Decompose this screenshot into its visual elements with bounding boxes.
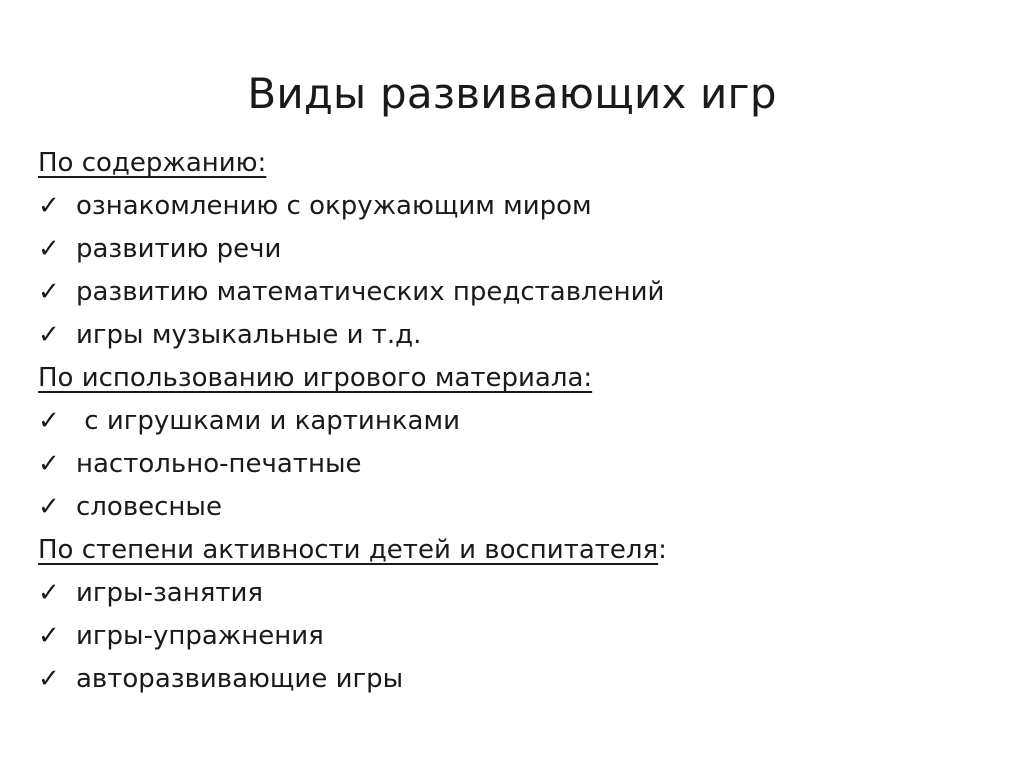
slide-title: Виды развивающих игр [247,69,777,118]
list-item-text: словесные [76,492,222,522]
list-item-text: авторазвивающие игры [76,664,404,694]
list-item [38,615,998,658]
list-item [38,486,998,529]
section-heading [38,357,998,400]
list-item [38,271,998,314]
list-item [38,443,998,486]
section-heading-text: По степени активности детей и воспитателя [38,535,659,565]
checkmark-icon: ✓ [38,621,60,651]
slide-content [38,142,998,701]
list-item [38,228,998,271]
list-item [38,572,998,615]
checkmark-icon: ✓ [38,191,60,221]
section-heading [38,142,998,185]
list-item [38,658,998,701]
checkmark-icon: ✓ [38,664,60,694]
section-heading-text: По использованию игрового материала: [38,363,593,393]
list-item-text: игры-занятия [76,578,264,608]
list-item-text: развитию речи [76,234,282,264]
checkmark-icon: ✓ [38,406,60,436]
list-item-text: с игрушками и картинками [76,406,460,436]
list-item-text: ознакомлению с окружающим миром [76,191,592,221]
checkmark-icon: ✓ [38,234,60,264]
checkmark-icon: ✓ [38,492,60,522]
checkmark-icon: ✓ [38,449,60,479]
list-item-text: настольно-печатные [76,449,362,479]
list-item [38,400,998,443]
checkmark-icon: ✓ [38,277,60,307]
checkmark-icon: ✓ [38,320,60,350]
section-heading-suffix: : [658,535,667,565]
list-item-text: игры-упражнения [76,621,324,651]
section-heading-text: По содержанию: [38,148,267,178]
list-item [38,185,998,228]
section-heading [38,529,998,572]
list-item-text: развитию математических представлений [76,277,665,307]
list-item [38,314,998,357]
list-item-text: игры музыкальные и т.д. [76,320,422,350]
checkmark-icon: ✓ [38,578,60,608]
